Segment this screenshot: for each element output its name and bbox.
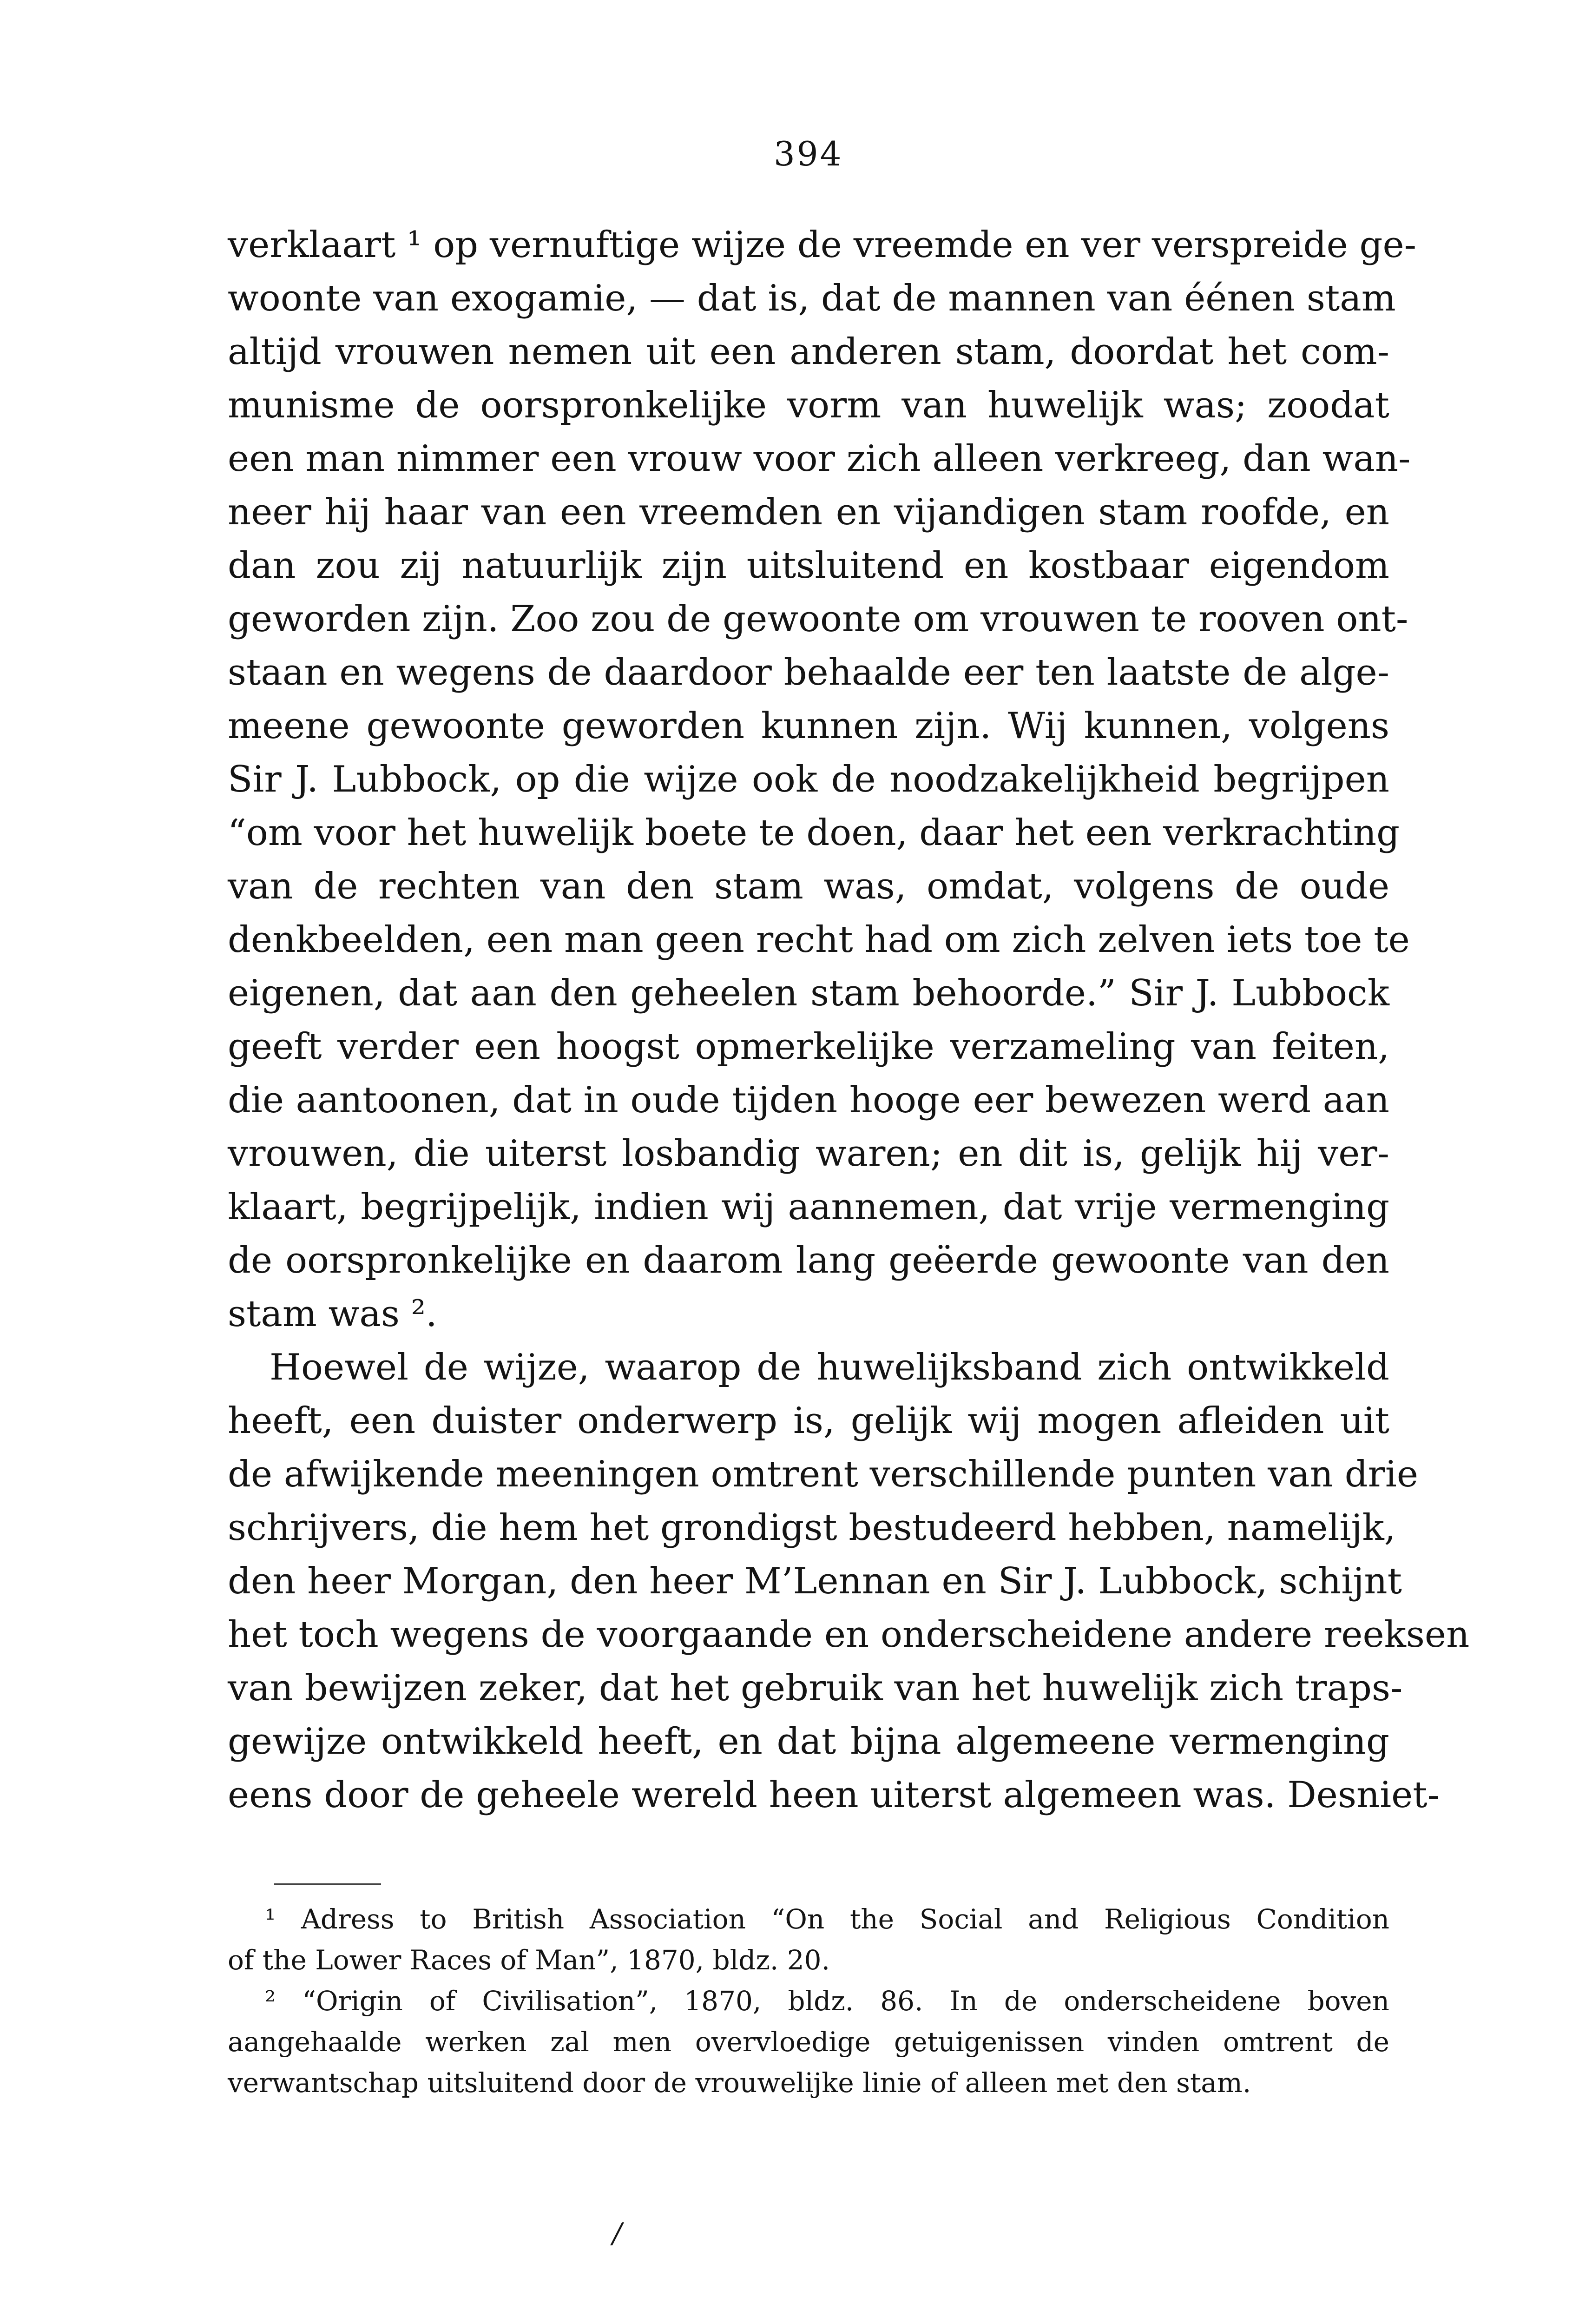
text-line: van de rechten van den stam was, omdat, volgens de oude xyxy=(228,865,1389,907)
text-line: vrouwen, die uiterst losbandig waren; en dit is, gelijk hij ver- xyxy=(228,1133,1389,1175)
text-line: een man nimmer een vrouw voor zich alleen verkreeg, dan wan- xyxy=(228,438,1411,480)
text-line: heeft, een duister onderwerp is, gelijk wij mogen afleiden uit xyxy=(228,1400,1389,1442)
text-line: eens door de geheele wereld heen uiterst algemeen was. Desniet- xyxy=(228,1774,1440,1816)
text-line: meene gewoonte geworden kunnen zijn. Wij kunnen, volgens xyxy=(228,705,1389,747)
text-line: schrijvers, die hem het grondigst bestudeerd hebben, namelijk, xyxy=(228,1507,1396,1549)
text-line: “om voor het huwelijk boete te doen, daar het een verkrachting xyxy=(228,812,1400,854)
footnote-1-continuation: of the Lower Races of Man”, 1870, bldz. 20. xyxy=(228,1944,830,1976)
paragraph-start-line: Hoewel de wijze, waarop de huwelijksband zich ontwikkeld xyxy=(270,1347,1389,1388)
text-line: staan en wegens de daardoor behaalde eer ten laatste de alge- xyxy=(228,652,1389,693)
text-line: woonte van exogamie, — dat is, dat de mannen van éénen stam xyxy=(228,277,1396,319)
text-line: eigenen, dat aan den geheelen stam behoorde.” Sir J. Lubbock xyxy=(228,972,1389,1014)
text-line: dan zou zij natuurlijk zijn uitsluitend en kostbaar eigendom xyxy=(228,545,1389,587)
text-line: het toch wegens de voorgaande en onderscheidene andere reeksen xyxy=(228,1614,1470,1656)
footnote-1: ¹ Adress to British Association “On the Social and Religious Condition xyxy=(265,1903,1389,1935)
text-line: denkbeelden, een man geen recht had om zich zelven iets toe te xyxy=(228,919,1410,961)
text-line: munisme de oorspronkelijke vorm van huwelijk was; zoodat xyxy=(228,384,1389,426)
text-line: de oorspronkelijke en daarom lang geëerde gewoonte van den xyxy=(228,1240,1389,1281)
footnote-2: ² “Origin of Civilisation”, 1870, bldz. 86. In de onderscheidene boven xyxy=(265,1985,1389,2017)
footnote-2-continuation: aangehaalde werken zal men overvloedige getuigenissen vinden omtrent de xyxy=(228,2026,1389,2058)
text-line: geworden zijn. Zoo zou de gewoonte om vrouwen te rooven ont- xyxy=(228,598,1408,640)
footnotes xyxy=(228,1899,1389,2103)
text-line: altijd vrouwen nemen uit een anderen stam, doordat het com- xyxy=(228,331,1389,373)
text-line: den heer Morgan, den heer M’Lennan en Sir J. Lubbock, schijnt xyxy=(228,1560,1402,1602)
text-line: gewijze ontwikkeld heeft, en dat bijna algemeene vermenging xyxy=(228,1721,1389,1763)
main-text xyxy=(228,218,1470,1822)
text-line: Sir J. Lubbock, op die wijze ook de noodzakelijkheid begrijpen xyxy=(228,759,1389,800)
text-line: de afwijkende meeningen omtrent verschillende punten van drie xyxy=(228,1453,1419,1495)
text-line: geeft verder een hoogst opmerkelijke verzameling van feiten, xyxy=(228,1026,1389,1068)
text-line: neer hij haar van een vreemden en vijandigen stam roofde, en xyxy=(228,491,1389,533)
footnote-divider xyxy=(274,1883,381,1885)
footnote-2-continuation: verwantschap uitsluitend door de vrouwelijke linie of alleen met den stam. xyxy=(228,2067,1251,2099)
paragraph-end-line: stam was ². xyxy=(228,1293,437,1335)
text-line: klaart, begrijpelijk, indien wij aannemen, dat vrije vermenging xyxy=(228,1186,1389,1228)
text-line: van bewijzen zeker, dat het gebruik van het huwelijk zich traps- xyxy=(228,1667,1403,1709)
text-line: verklaart ¹ op vernuftige wijze de vreemde en ver verspreide ge- xyxy=(228,224,1416,266)
bottom-mark: / xyxy=(612,2217,622,2250)
text-line: die aantoonen, dat in oude tijden hooge eer bewezen werd aan xyxy=(228,1079,1389,1121)
page-number: 394 xyxy=(774,134,843,173)
